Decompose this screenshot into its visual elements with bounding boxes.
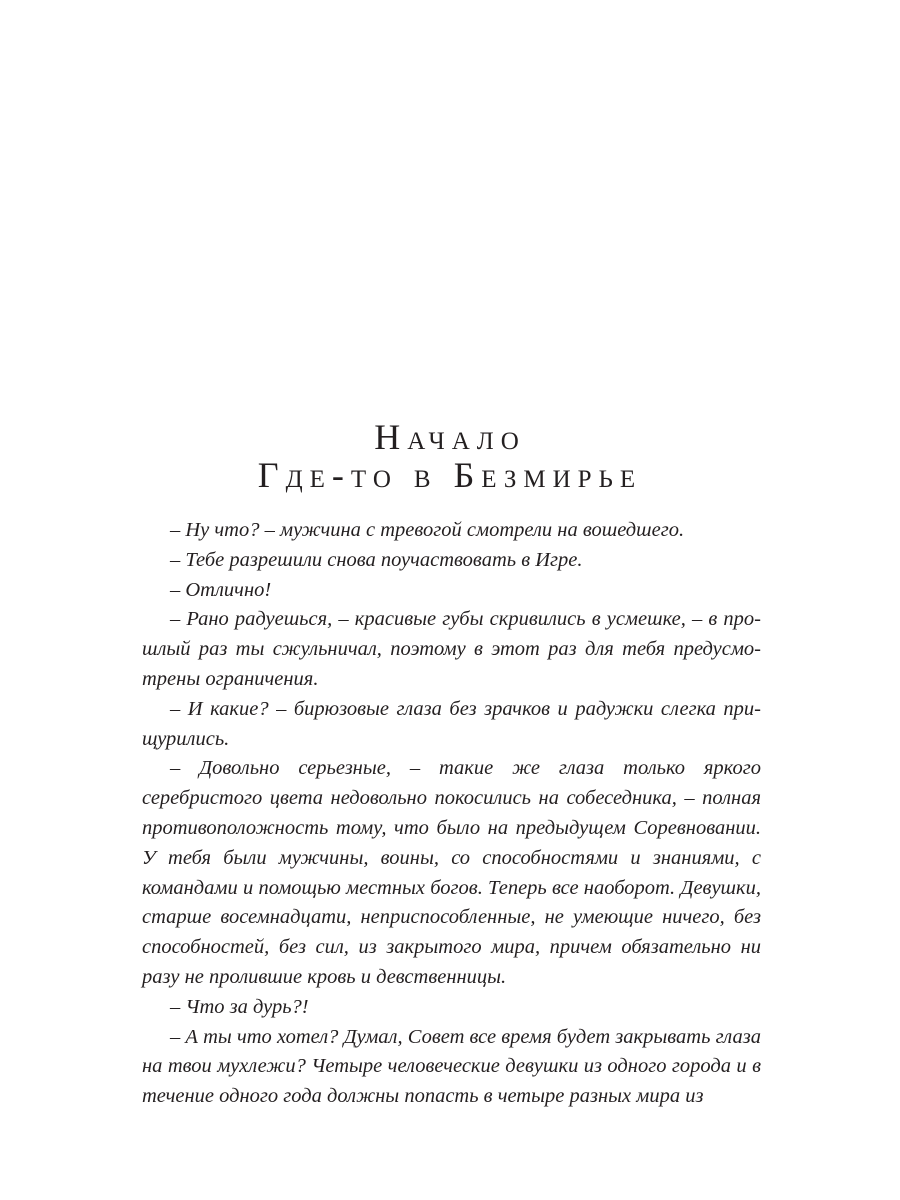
paragraph: – Отлично!	[170, 578, 272, 601]
paragraph: – Ну что? – мужчина с тревогой смотрели на вошедшего.	[170, 519, 685, 541]
paragraph: – И какие? – бирюзовые глаза без зрачков и радужки слегка прищурились.	[142, 697, 761, 750]
paragraph: – Рано радуешься, – красивые губы скривились в усмешке, – в прошлый раз ты сжульничал, поэтому в этот раз для тебя предусмотрены ограничения.	[142, 608, 761, 690]
chapter-subtitle: Где-то в Безмирье	[257, 455, 643, 495]
paragraph: – Что за дурь?!	[170, 995, 309, 1018]
chapter-title: Начало	[374, 417, 526, 457]
body-text	[142, 516, 761, 1112]
paragraph: – А ты что хотел? Думал, Совет все время будет закрывать глаза на твои мухлежи? Четыре человеческие девушки из одного города и в течение одного года должны попасть в четыре разных мира из	[142, 1025, 761, 1108]
paragraph: – Довольно серьезные, – такие же глаза только яркого серебристого цвета недовольно покосились на собеседника, – полная противоположность тому, что было на предыдущем Соревновании. У тебя были мужчины, воины, со способностями и знаниями, с командами и помощью местных богов. Теперь все наоборот. Девушки, старше восемнадцати, неприспособленные, не умеющие ничего, без способностей, без сил, из закрытого мира, причем обязательно ни разу не пролившие кровь и девственницы.	[142, 757, 761, 988]
paragraph: – Тебе разрешили снова поучаствовать в Игре.	[170, 548, 583, 571]
